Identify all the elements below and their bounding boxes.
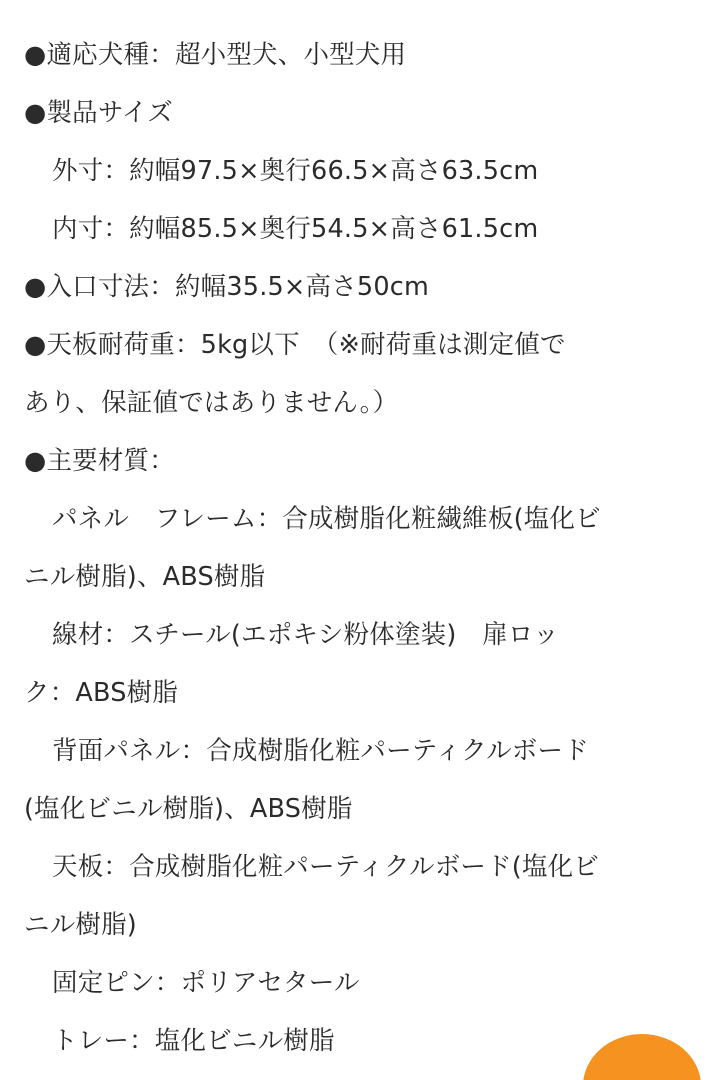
spec-line: ●入口寸法：約幅35.5×高さ50cm (24, 272, 430, 302)
spec-line: ●適応犬種：超小型犬、小型犬用 (24, 40, 407, 70)
spec-line: ●主要材質： (24, 446, 175, 476)
spec-line: 背面パネル：合成樹脂化粧パーティクルボード (52, 736, 589, 766)
spec-line: 外寸：約幅97.5×奥行66.5×高さ63.5cm (52, 156, 539, 186)
spec-line: ニル樹脂) (24, 910, 137, 940)
spec-line: あり、保証値ではありません。） (24, 388, 399, 418)
spec-line: 内寸：約幅85.5×奥行54.5×高さ61.5cm (52, 214, 539, 244)
spec-line: ク：ABS樹脂 (24, 678, 179, 708)
specification-list (0, 26, 719, 1070)
spec-line: ●製品サイズ (24, 98, 173, 128)
spec-line: 線材：スチール(エポキシ粉体塗装) 扉ロッ (52, 620, 559, 650)
spec-line: トレー：塩化ビニル樹脂 (52, 1026, 335, 1056)
spec-line: 固定ピン：ポリアセタール (52, 968, 360, 998)
spec-line: (塩化ビニル樹脂)、ABS樹脂 (24, 794, 353, 824)
spec-line: パネル フレーム：合成樹脂化粧繊維板(塩化ビ (52, 504, 601, 534)
spec-line: ●天板耐荷重：5kg以下 （※耐荷重は測定値で (24, 330, 566, 360)
spec-line: 天板：合成樹脂化粧パーティクルボード(塩化ビ (52, 852, 600, 882)
spec-line: ニル樹脂)、ABS樹脂 (24, 562, 266, 592)
